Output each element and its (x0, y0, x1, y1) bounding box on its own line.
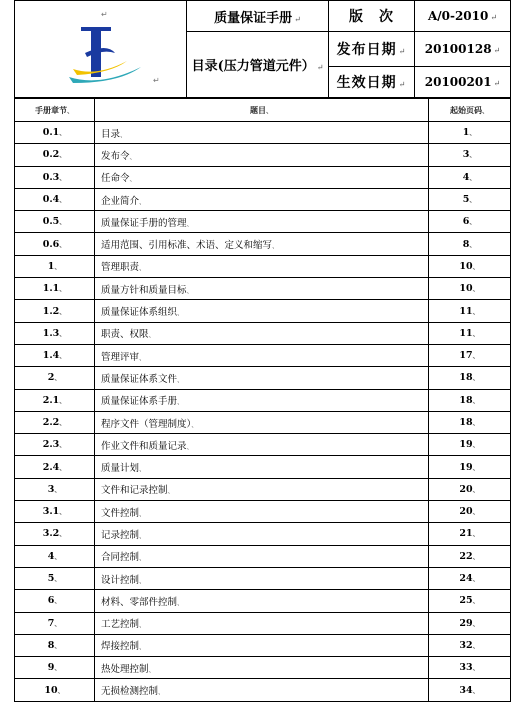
toc-page-cell: 11、 (429, 322, 511, 344)
toc-page-cell: 32、 (429, 634, 511, 656)
effective-date-label-cell: 生效日期 ↵ (329, 67, 415, 98)
toc-row (15, 144, 511, 166)
toc-row (15, 300, 511, 322)
toc-chapter: 8 (47, 639, 55, 651)
issue-date-label: 发布日期 (336, 42, 397, 58)
toc-title-cell: 任命令、 (95, 166, 429, 188)
toc-title: 职责、权限 (101, 329, 149, 341)
issue-date-value: 20100128 (424, 42, 492, 56)
toc-table (14, 98, 511, 702)
toc-page-cell: 18、 (429, 389, 511, 411)
toc-page: 18 (459, 394, 473, 406)
toc-chapter-cell: 5、 (15, 567, 95, 589)
toc-title: 任命令 (101, 173, 130, 185)
toc-chapter-cell: 2.3、 (15, 434, 95, 456)
toc-page-cell: 4、 (429, 166, 511, 188)
toc-chapter: 2.3 (42, 439, 60, 451)
toc-page-cell: 20、 (429, 478, 511, 500)
toc-chapter-cell: 1.4、 (15, 344, 95, 366)
toc-title: 适用范围、引用标准、术语、定义和缩写 (101, 240, 273, 252)
toc-chapter-cell: 3、 (15, 478, 95, 500)
toc-chapter: 3 (47, 483, 55, 495)
toc-chapter-cell: 2、 (15, 367, 95, 389)
toc-row (15, 367, 511, 389)
toc-page-cell: 24、 (429, 567, 511, 589)
toc-page: 11 (459, 327, 473, 339)
toc-title-cell: 质量计划、 (95, 456, 429, 478)
toc-row (15, 501, 511, 523)
toc-title: 合同控制 (101, 552, 140, 564)
toc-page: 19 (459, 439, 473, 451)
toc-chapter: 3.2 (42, 528, 60, 540)
toc-title-cell: 作业文件和质量记录、 (95, 434, 429, 456)
toc-page: 29 (459, 617, 473, 629)
manual-title-cell: 质量保证手册 ↵ (187, 1, 329, 32)
toc-title: 质量保证体系手册 (101, 396, 178, 408)
toc-chapter-cell: 0.3、 (15, 166, 95, 188)
toc-title-cell: 热处理控制、 (95, 657, 429, 679)
catalog-title: 目录(压力管道元件） (191, 59, 315, 74)
toc-chapter-cell: 2.2、 (15, 411, 95, 433)
toc-page: 5 (462, 194, 470, 206)
toc-row (15, 344, 511, 366)
toc-title-cell: 管理职责、 (95, 255, 429, 277)
toc-page: 18 (459, 372, 473, 384)
svg-text:↵: ↵ (101, 10, 108, 19)
toc-chapter-cell: 2.1、 (15, 389, 95, 411)
toc-chapter-cell: 10、 (15, 679, 95, 701)
toc-row (15, 590, 511, 612)
toc-page-cell: 5、 (429, 188, 511, 210)
toc-chapter: 6 (47, 595, 55, 607)
toc-row (15, 255, 511, 277)
toc-chapter: 1.3 (42, 327, 60, 339)
toc-page-cell: 18、 (429, 367, 511, 389)
toc-title-cell: 质量方针和质量目标、 (95, 278, 429, 300)
toc-row (15, 188, 511, 210)
toc-chapter: 7 (47, 617, 55, 629)
toc-title-cell: 文件控制、 (95, 501, 429, 523)
toc-title: 材料、零部件控制 (101, 596, 178, 608)
toc-title-cell: 适用范围、引用标准、术语、定义和缩写、 (95, 233, 429, 255)
effective-date-label: 生效日期 (336, 75, 397, 91)
toc-row (15, 478, 511, 500)
toc-page-cell: 22、 (429, 545, 511, 567)
toc-title-cell: 管理评审、 (95, 344, 429, 366)
toc-chapter: 2 (47, 372, 55, 384)
toc-page: 4 (462, 171, 470, 183)
toc-title-cell: 工艺控制、 (95, 612, 429, 634)
toc-page: 33 (459, 662, 473, 674)
toc-title-cell: 质量保证体系组织、 (95, 300, 429, 322)
toc-title-cell: 文件和记录控制、 (95, 478, 429, 500)
toc-title-cell: 合同控制、 (95, 545, 429, 567)
company-logo (15, 1, 187, 93)
toc-row (15, 657, 511, 679)
toc-page-cell: 25、 (429, 590, 511, 612)
toc-title-cell: 设计控制、 (95, 567, 429, 589)
toc-chapter-cell: 4、 (15, 545, 95, 567)
toc-title: 作业文件和质量记录 (101, 440, 187, 452)
toc-title-cell: 焊接控制、 (95, 634, 429, 656)
svg-text:↵: ↵ (153, 76, 160, 85)
toc-title: 发布令 (101, 150, 130, 162)
toc-page-cell: 19、 (429, 434, 511, 456)
toc-title: 管理评审 (101, 351, 140, 363)
chapter-column-header: 手册章节、 (15, 99, 95, 122)
issue-date-label-cell: 发布日期 ↵ (329, 32, 415, 67)
toc-page-cell: 6、 (429, 211, 511, 233)
toc-chapter: 5 (47, 573, 55, 585)
toc-chapter: 0.2 (42, 149, 60, 161)
toc-row (15, 278, 511, 300)
toc-page: 32 (459, 639, 473, 651)
toc-chapter: 3.1 (42, 506, 60, 518)
toc-chapter: 10 (44, 684, 58, 696)
toc-chapter: 2.4 (42, 461, 60, 473)
toc-page-cell: 20、 (429, 501, 511, 523)
toc-row (15, 679, 511, 701)
toc-chapter: 2.1 (42, 394, 60, 406)
catalog-title-cell: 目录(压力管道元件） ↵ (187, 32, 329, 98)
toc-row (15, 434, 511, 456)
toc-chapter: 1.2 (42, 305, 60, 317)
toc-page-cell: 33、 (429, 657, 511, 679)
toc-chapter: 0.3 (42, 171, 60, 183)
toc-title: 记录控制 (101, 529, 140, 541)
toc-title-cell: 质量保证体系手册、 (95, 389, 429, 411)
toc-page-cell: 29、 (429, 612, 511, 634)
toc-row (15, 233, 511, 255)
toc-page-cell: 10、 (429, 255, 511, 277)
toc-page: 8 (462, 238, 470, 250)
toc-chapter-cell: 3.1、 (15, 501, 95, 523)
toc-chapter-cell: 9、 (15, 657, 95, 679)
toc-row (15, 322, 511, 344)
toc-title: 质量方针和质量目标 (101, 284, 187, 296)
toc-title: 目录 (101, 128, 121, 140)
toc-title: 管理职责 (101, 262, 140, 274)
toc-title: 文件和记录控制 (101, 485, 168, 497)
toc-chapter: 0.1 (42, 127, 60, 139)
toc-title: 质量保证体系文件 (101, 373, 178, 385)
toc-page-cell: 19、 (429, 456, 511, 478)
toc-page: 22 (459, 550, 473, 562)
toc-title: 文件控制 (101, 507, 140, 519)
toc-chapter-cell: 1.2、 (15, 300, 95, 322)
toc-chapter-cell: 7、 (15, 612, 95, 634)
toc-row (15, 456, 511, 478)
toc-chapter: 1 (47, 260, 55, 272)
toc-chapter-cell: 8、 (15, 634, 95, 656)
toc-page-cell: 18、 (429, 411, 511, 433)
toc-chapter-cell: 2.4、 (15, 456, 95, 478)
effective-date-value: 20100201 (424, 75, 492, 89)
toc-title-cell: 职责、权限、 (95, 322, 429, 344)
toc-page: 24 (459, 573, 473, 585)
toc-row (15, 166, 511, 188)
toc-title: 焊接控制 (101, 641, 140, 653)
toc-page-cell: 34、 (429, 679, 511, 701)
toc-page: 34 (459, 684, 473, 696)
toc-row (15, 545, 511, 567)
toc-page-cell: 17、 (429, 344, 511, 366)
edition-value-cell: A/0-2010 ↵ (415, 1, 511, 32)
toc-page: 20 (459, 506, 473, 518)
toc-chapter: 1.1 (42, 283, 60, 295)
toc-title-cell: 质量保证手册的管理、 (95, 211, 429, 233)
edition-value: A/0-2010 (427, 9, 489, 23)
toc-title-cell: 目录、 (95, 122, 429, 144)
toc-page-cell: 21、 (429, 523, 511, 545)
issue-date-value-cell: 20100128 ↵ (415, 32, 511, 67)
toc-page-cell: 3、 (429, 144, 511, 166)
toc-title-cell: 材料、零部件控制、 (95, 590, 429, 612)
toc-page: 19 (459, 461, 473, 473)
toc-chapter-cell: 6、 (15, 590, 95, 612)
toc-title-cell: 质量保证体系文件、 (95, 367, 429, 389)
toc-header-row (15, 99, 511, 122)
toc-title: 质量保证手册的管理 (101, 217, 187, 229)
toc-chapter: 0.6 (42, 238, 60, 250)
effective-date-value-cell: 20100201 ↵ (415, 67, 511, 98)
logo-cell (15, 1, 187, 98)
toc-page-cell: 11、 (429, 300, 511, 322)
toc-title: 工艺控制 (101, 619, 140, 631)
toc-row (15, 389, 511, 411)
toc-page: 25 (459, 595, 473, 607)
toc-page: 10 (459, 283, 473, 295)
toc-chapter: 0.4 (42, 194, 60, 206)
toc-page-cell: 1、 (429, 122, 511, 144)
edition-label-cell (329, 1, 415, 32)
toc-title: 无损检测控制 (101, 686, 159, 698)
toc-title: 企业简介 (101, 195, 140, 207)
toc-row (15, 211, 511, 233)
toc-row (15, 122, 511, 144)
toc-title: 质量计划 (101, 463, 140, 475)
toc-chapter-cell: 3.2、 (15, 523, 95, 545)
toc-title-cell: 发布令、 (95, 144, 429, 166)
toc-chapter-cell: 0.2、 (15, 144, 95, 166)
toc-title-cell: 程序文件（管理制度）、 (95, 411, 429, 433)
header-table (14, 0, 511, 98)
toc-title: 程序文件（管理制度） (101, 418, 192, 430)
toc-page: 11 (459, 305, 473, 317)
toc-chapter-cell: 1.1、 (15, 278, 95, 300)
edition-label: 版 次 (349, 9, 394, 25)
document-sheet (14, 0, 510, 702)
toc-chapter: 9 (47, 662, 55, 674)
manual-title: 质量保证手册 (214, 10, 293, 26)
toc-page: 17 (459, 350, 473, 362)
page-column-header: 起始页码、 (429, 99, 511, 122)
toc-page: 20 (459, 483, 473, 495)
toc-page: 10 (459, 260, 473, 272)
toc-page: 21 (459, 528, 473, 540)
toc-page: 1 (462, 127, 470, 139)
toc-chapter-cell: 0.5、 (15, 211, 95, 233)
toc-page: 18 (459, 417, 473, 428)
toc-chapter-cell: 0.4、 (15, 188, 95, 210)
toc-page-cell: 8、 (429, 233, 511, 255)
toc-title: 设计控制 (101, 574, 140, 586)
toc-row (15, 567, 511, 589)
toc-chapter: 4 (47, 550, 55, 562)
toc-title: 热处理控制 (101, 663, 149, 675)
toc-chapter: 0.5 (42, 216, 60, 228)
toc-row (15, 612, 511, 634)
toc-page-cell: 10、 (429, 278, 511, 300)
toc-chapter-cell: 1、 (15, 255, 95, 277)
toc-chapter-cell: 0.1、 (15, 122, 95, 144)
toc-page: 6 (462, 216, 470, 228)
toc-title-cell: 记录控制、 (95, 523, 429, 545)
toc-chapter-cell: 1.3、 (15, 322, 95, 344)
toc-title-cell: 无损检测控制、 (95, 679, 429, 701)
toc-row (15, 634, 511, 656)
toc-chapter: 1.4 (42, 350, 60, 362)
toc-page: 3 (462, 149, 470, 161)
toc-chapter: 2.2 (42, 417, 60, 428)
toc-row (15, 523, 511, 545)
toc-chapter-cell: 0.6、 (15, 233, 95, 255)
toc-title-cell: 企业简介、 (95, 188, 429, 210)
toc-title: 质量保证体系组织 (101, 307, 178, 319)
title-column-header: 题目、 (95, 99, 429, 122)
toc-row (15, 411, 511, 433)
